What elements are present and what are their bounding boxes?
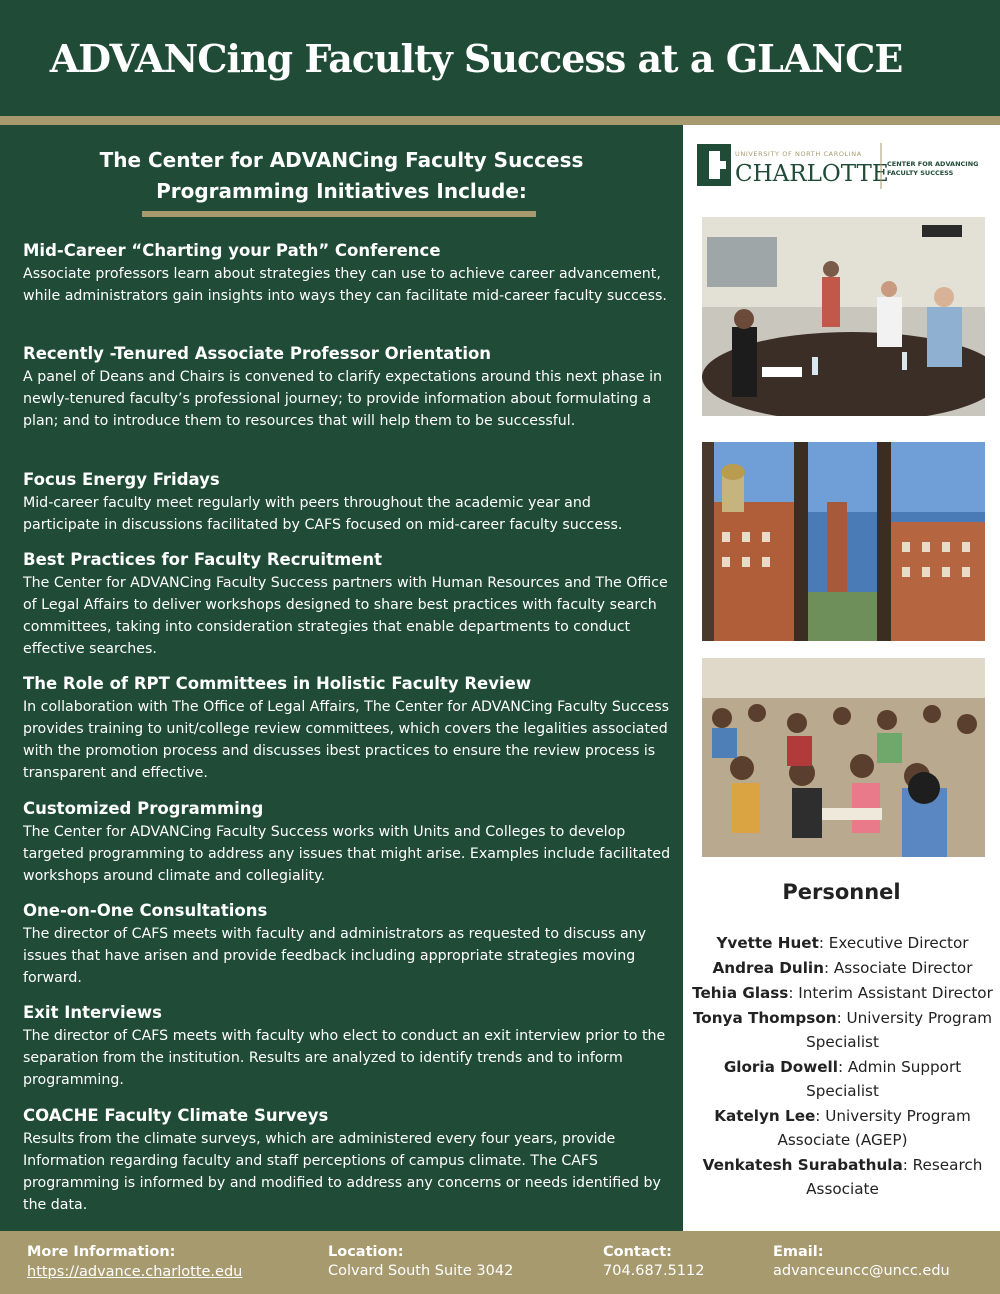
footer-location-label: Location: xyxy=(328,1244,404,1260)
person-name: Gloria Dowell xyxy=(723,1058,838,1076)
section-body: Mid-career faculty meet regularly with peers throughout the academic year and participate in discussions facilitated by CAFS focused on mid-career faculty success. xyxy=(23,495,623,533)
footer-location-value: Colvard South Suite 3042 xyxy=(328,1263,514,1279)
footer-contact xyxy=(603,1243,704,1281)
footer-email xyxy=(773,1243,950,1281)
section-tenured-orientation xyxy=(23,344,671,432)
website-link[interactable]: https://advance.charlotte.edu xyxy=(27,1264,243,1280)
section-title: COACHE Faculty Climate Surveys xyxy=(23,1106,329,1125)
section-body: A panel of Deans and Chairs is convened to clarify expectations around this next phase in newly-tenured faculty’s professional journey; to provide information about formulating a plan; and to introduce them to resources that will help them to be successful. xyxy=(23,369,663,429)
personnel-item xyxy=(691,1055,994,1103)
person-role: : Admin Support Specialist xyxy=(806,1058,962,1100)
panel-heading-line2: Programming Initiatives Include: xyxy=(156,179,527,203)
person-role: : Interim Assistant Director xyxy=(788,984,993,1002)
logo-charlotte: CHARLOTTE xyxy=(735,161,889,187)
footer-email-label: Email: xyxy=(773,1244,824,1260)
section-rpt-committees xyxy=(23,674,671,784)
personnel-item xyxy=(691,981,994,1005)
section-body: Results from the climate surveys, which are administered every four years, provide Information regarding faculty and staff perceptions of campus climate. The CAFS programming is informed by and modified to address any concerns or needs identified by the data. xyxy=(23,1131,661,1213)
section-body: The director of CAFS meets with faculty who elect to conduct an exit interview prior to the separation from the institution. Results are analyzed to identify trends and to inform programming. xyxy=(23,1028,666,1088)
header-divider xyxy=(0,116,1000,125)
personnel-list xyxy=(691,931,994,1202)
personnel-item xyxy=(691,1006,994,1054)
section-title: Best Practices for Faculty Recruitment xyxy=(23,550,382,569)
section-focus-energy-fridays xyxy=(23,470,671,536)
section-exit-interviews xyxy=(23,1003,671,1091)
person-name: Venkatesh Surabathula xyxy=(702,1156,903,1174)
person-role: : Research Associate xyxy=(806,1156,983,1198)
panel-heading-line1: The Center for ADVANCing Faculty Success xyxy=(99,148,584,172)
personnel-title: Personnel xyxy=(782,880,901,904)
campus-photo xyxy=(702,442,985,641)
person-role: : University Program Specialist xyxy=(806,1009,993,1051)
footer-more-label: More Information: xyxy=(27,1244,176,1260)
footer-more-info xyxy=(27,1243,242,1282)
personnel-item xyxy=(691,956,994,980)
footer-bar xyxy=(0,1231,1000,1294)
panel-heading xyxy=(0,145,683,207)
section-body: Associate professors learn about strategies they can use to achieve career advancement, while administrators gain insights into ways they can facilitate mid-career faculty success. xyxy=(23,266,667,304)
section-title: Recently -Tenured Associate Professor Orientation xyxy=(23,344,492,363)
section-body: In collaboration with The Office of Legal Affairs, The Center for ADVANCing Faculty Success provides training to unit/college review committees, which covers the legalities associated with the promotion process and discusses ibest practices to ensure the review process is transparent and effective. xyxy=(23,699,670,781)
footer-location xyxy=(328,1243,513,1281)
section-title: Mid-Career “Charting your Path” Conference xyxy=(23,241,441,260)
section-title: Focus Energy Fridays xyxy=(23,470,220,489)
personnel-item xyxy=(691,1104,994,1152)
section-title: One-on-One Consultations xyxy=(23,901,268,920)
section-body: The Center for ADVANCing Faculty Success partners with Human Resources and The Office of Legal Affairs to deliver workshops designed to share best practices with faculty search committees, taking into consideration strategies that enable departments to conduct effective searches. xyxy=(23,575,668,657)
section-coache-surveys xyxy=(23,1106,671,1216)
meeting-photo xyxy=(702,217,985,416)
person-name: Yvette Huet xyxy=(716,934,819,952)
person-name: Tehia Glass xyxy=(692,984,789,1002)
workshop-photo xyxy=(702,658,985,857)
footer-contact-label: Contact: xyxy=(603,1244,672,1260)
section-title: The Role of RPT Committees in Holistic Faculty Review xyxy=(23,674,532,693)
section-body: The director of CAFS meets with faculty and administrators as requested to discuss any issues that have arisen and provide feedback including appropriate strategies moving forward. xyxy=(23,926,647,986)
section-customized-programming xyxy=(23,799,671,887)
person-role: : Executive Director xyxy=(818,934,969,952)
section-faculty-recruitment xyxy=(23,550,671,660)
sidebar-panel xyxy=(683,125,1000,1231)
footer-contact-value: 704.687.5112 xyxy=(603,1263,705,1279)
logo-center-line1: CENTER FOR ADVANCING xyxy=(887,160,979,168)
personnel-item xyxy=(691,931,994,955)
section-body: The Center for ADVANCing Faculty Success works with Units and Colleges to develop targeted programming to address any issues that might arise. Examples include facilitated workshops around climate and collegiality. xyxy=(23,824,671,884)
section-title: Exit Interviews xyxy=(23,1003,162,1022)
person-role: : University Program Associate (AGEP) xyxy=(777,1107,971,1149)
heading-divider xyxy=(142,211,536,217)
personnel-item xyxy=(691,1153,994,1201)
person-name: Katelyn Lee xyxy=(714,1107,816,1125)
section-title: Customized Programming xyxy=(23,799,264,818)
programming-panel xyxy=(0,125,683,1231)
page-title: ADVANCing Faculty Success at a GLANCE xyxy=(49,36,903,81)
logo-center-line2: FACULTY SUCCESS xyxy=(887,169,954,177)
header-banner xyxy=(0,0,1000,116)
logo-university-line: UNIVERSITY OF NORTH CAROLINA xyxy=(735,150,862,158)
person-name: Andrea Dulin xyxy=(712,959,824,977)
person-name: Tonya Thompson xyxy=(692,1009,837,1027)
footer-email-value: advanceuncc@uncc.edu xyxy=(773,1263,950,1279)
section-mid-career-conference xyxy=(23,241,671,307)
unc-charlotte-logo xyxy=(697,139,987,199)
person-role: : Associate Director xyxy=(823,959,973,977)
section-consultations xyxy=(23,901,671,989)
